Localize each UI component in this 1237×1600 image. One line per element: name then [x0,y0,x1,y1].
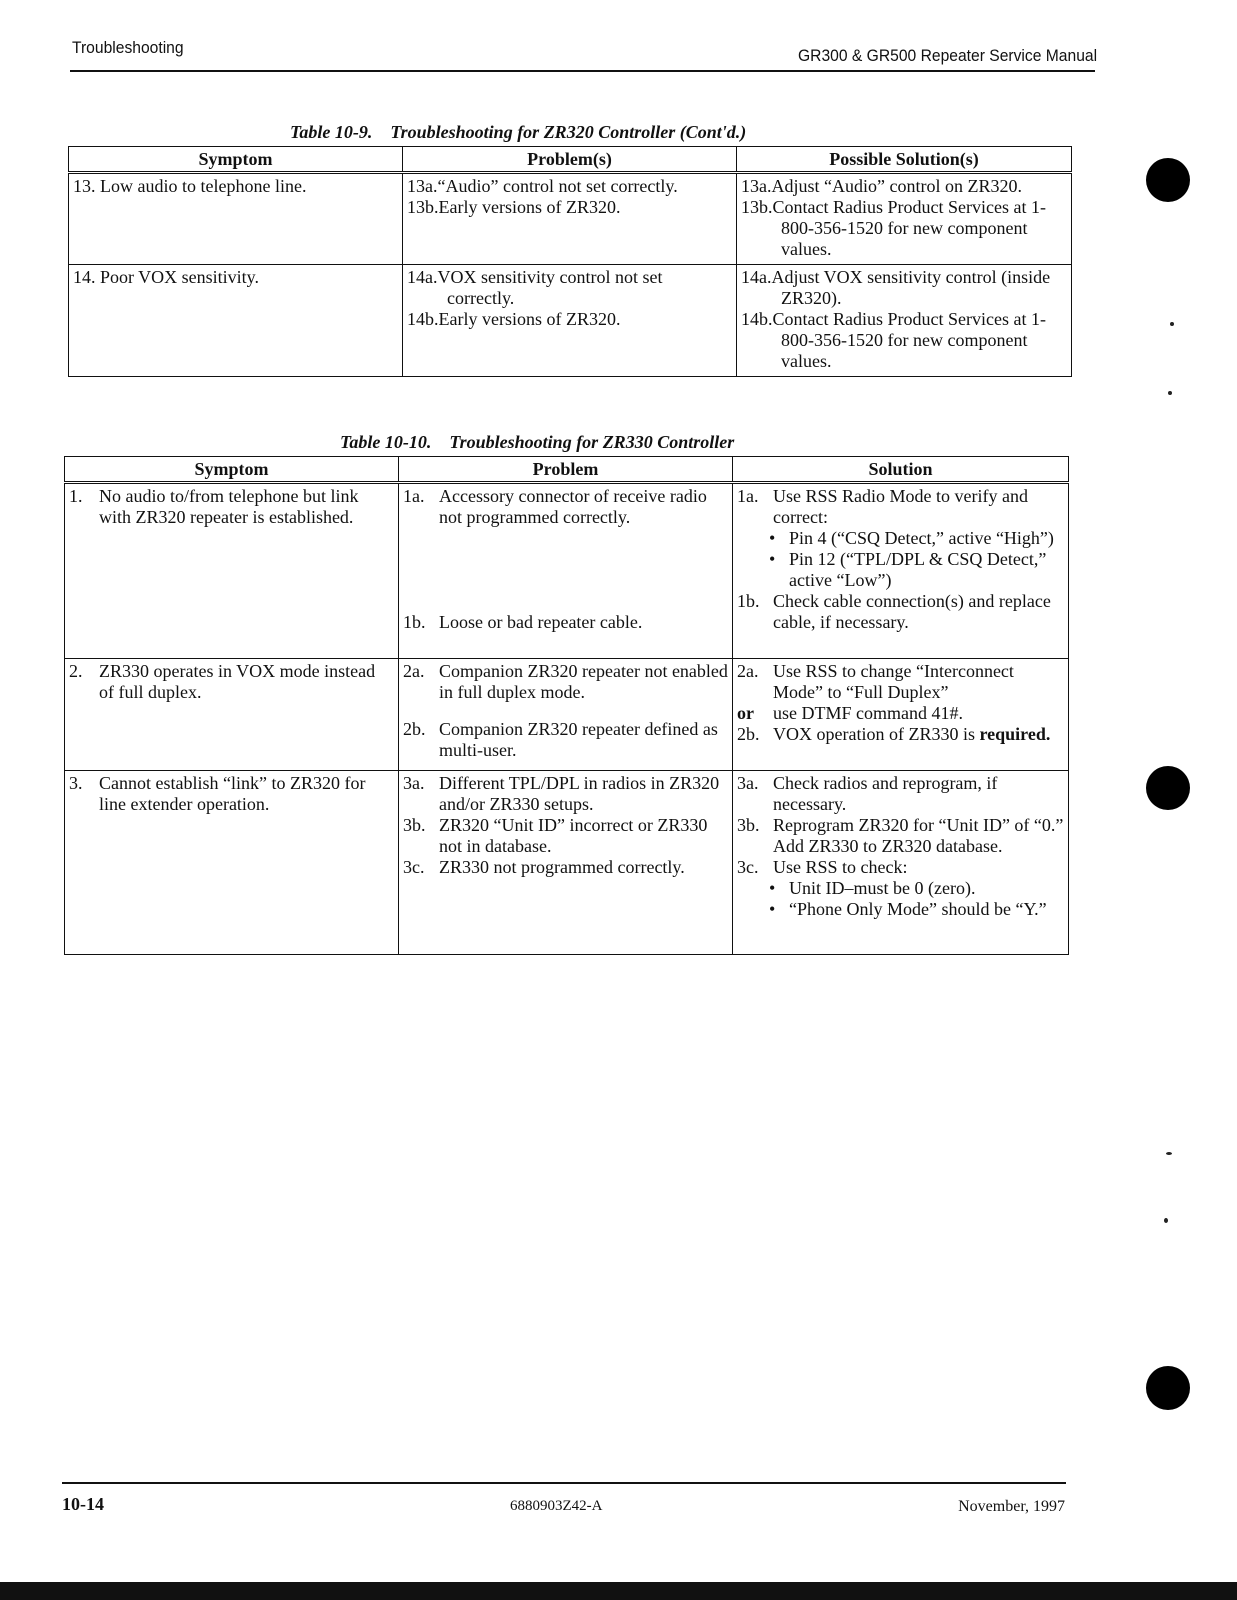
problem-item [403,773,728,815]
page-number: 10-14 [62,1494,104,1514]
solution-item [737,724,1064,745]
solution-item [737,815,1064,857]
table-10-9 [68,146,1072,377]
solution-cell [737,173,1072,265]
table-10-9-number: Table 10-9. [290,122,373,142]
problem-item [403,815,728,857]
problem-cell [403,265,737,377]
solution-label: 3c. [737,857,759,877]
solution-label: 2b. [737,724,760,744]
publication-date: November, 1997 [958,1498,1065,1515]
problem-label: 3b. [403,815,426,835]
problem-text: Loose or bad repeater cable. [439,612,643,632]
column-header-problems: Problem(s) [403,147,737,173]
problem-label: 3a. [403,773,425,793]
problem-cell [399,483,733,659]
symptom-cell [65,483,399,659]
symptom-cell: 13. Low audio to telephone line. [69,173,403,265]
solution-item [737,857,1064,878]
solution-item: 14a.Adjust VOX sensitivity control (inside ZR320). [741,267,1051,308]
scan-edge-band [0,1582,1237,1600]
bullet-icon: • [769,528,776,548]
problem-text: Accessory connector of receive radio not programmed correctly. [439,486,707,527]
scan-speck [1164,1218,1168,1223]
bullet-item [737,528,1064,549]
problem-text: Different TPL/DPL in radios in ZR320 and/or ZR330 setups. [439,773,720,814]
symptom-text: Cannot establish “link” to ZR320 for line extender operation. [99,773,366,814]
row-number: 1. [69,486,83,506]
column-header-symptom: Symptom [65,457,399,483]
bullet-text: Pin 12 (“TPL/DPL & CSQ Detect,” active “Low”) [789,549,1047,590]
running-header-section: Troubleshooting [72,38,184,57]
problem-item: 13b.Early versions of ZR320. [407,197,621,217]
solution-label: 3a. [737,773,759,793]
bullet-icon: • [769,899,776,919]
solution-item [737,773,1064,815]
solution-item [737,591,1064,633]
solution-item: 14b.Contact Radius Product Services at 1-800-356-1520 for new component values. [741,309,1046,371]
table-10-9-caption [290,122,746,143]
solution-label: 3b. [737,815,760,835]
bullet-icon: • [769,878,776,898]
solution-cell [737,265,1072,377]
table-row [65,771,1069,955]
column-header-problem: Problem [399,457,733,483]
solution-item [737,661,1064,703]
or-label: or [737,703,754,723]
bullet-text: “Phone Only Mode” should be “Y.” [789,899,1047,919]
problem-cell [403,173,737,265]
header-rule [70,70,1095,72]
scan-speck [1170,322,1174,326]
symptom-text: No audio to/from telephone but link with ZR320 repeater is established. [99,486,359,527]
solution-text: Use RSS Radio Mode to verify and correct: [773,486,1028,527]
column-header-solution: Solution [733,457,1069,483]
bullet-text: Unit ID–must be 0 (zero). [789,878,976,898]
solution-label: 1b. [737,591,760,611]
table-row [69,173,1072,265]
solution-label: 1a. [737,486,759,506]
bullet-text: Pin 4 (“CSQ Detect,” active “High”) [789,528,1054,548]
bullet-item [737,899,1064,920]
solution-item: 13a.Adjust “Audio” control on ZR320. [741,176,1022,196]
problem-item [403,661,728,703]
row-number: 3. [69,773,83,793]
solution-text: Use RSS to check: [773,857,908,877]
problem-cell [399,659,733,771]
table-row [65,659,1069,771]
problem-text: Companion ZR320 repeater defined as multi-user. [439,719,718,760]
binder-hole-mark [1146,1366,1190,1410]
problem-cell [399,771,733,955]
problem-item [403,719,728,761]
problem-text: ZR320 “Unit ID” incorrect or ZR330 not in database. [439,815,708,856]
table-10-10-caption [340,432,734,453]
scan-speck [1166,1152,1172,1155]
solution-text: Check cable connection(s) and replace cable, if necessary. [773,591,1051,632]
table-row [65,483,1069,659]
table-10-9-header-row [69,147,1072,173]
problem-item: 14a.VOX sensitivity control not set correctly. [407,267,663,308]
bullet-item [737,549,1064,591]
solution-item [737,486,1064,528]
bullet-icon: • [769,549,776,569]
table-row [69,265,1072,377]
symptom-cell [65,771,399,955]
solution-text: Check radios and reprogram, if necessary. [773,773,998,814]
emphasis-text: required. [979,724,1051,744]
solution-text: use DTMF command 41#. [773,703,963,723]
solution-text: VOX operation of ZR330 is required. [773,724,1051,744]
problem-label: 1b. [403,612,426,632]
symptom-text: ZR330 operates in VOX mode instead of full duplex. [99,661,376,702]
problem-label: 2b. [403,719,426,739]
binder-hole-mark [1146,766,1190,810]
symptom-cell [65,659,399,771]
solution-text: Reprogram ZR320 for “Unit ID” of “0.” Add ZR330 to ZR320 database. [773,815,1064,856]
column-header-solutions: Possible Solution(s) [737,147,1072,173]
problem-item: 13a.“Audio” control not set correctly. [407,176,678,196]
solution-cell [733,771,1069,955]
binder-hole-mark [1146,158,1190,202]
document-number: 6880903Z42-A [510,1498,603,1514]
table-10-10 [64,456,1069,955]
scan-speck [1168,391,1172,395]
problem-text: Companion ZR320 repeater not enabled in full duplex mode. [439,661,728,702]
row-number: 2. [69,661,83,681]
column-header-symptom: Symptom [69,147,403,173]
problem-label: 3c. [403,857,425,877]
table-10-10-title: Troubleshooting for ZR330 Controller [449,432,735,452]
problem-label: 2a. [403,661,425,681]
problem-item [403,857,728,878]
table-10-10-number: Table 10-10. [340,432,432,452]
table-10-9-title: Troubleshooting for ZR320 Controller (Cont'd.) [390,122,747,142]
problem-item [403,486,728,528]
solution-cell [733,659,1069,771]
footer-rule [62,1482,1066,1484]
table-10-10-header-row [65,457,1069,483]
solution-cell [733,483,1069,659]
solution-item: 13b.Contact Radius Product Services at 1-800-356-1520 for new component values. [741,197,1046,259]
running-header-manual-title: GR300 & GR500 Repeater Service Manual [797,46,1097,65]
problem-text: ZR330 not programmed correctly. [439,857,685,877]
bullet-item [737,878,1064,899]
symptom-cell: 14. Poor VOX sensitivity. [69,265,403,377]
solution-item [737,703,1064,724]
problem-item [403,612,728,633]
problem-item: 14b.Early versions of ZR320. [407,309,621,329]
solution-label: 2a. [737,661,759,681]
problem-label: 1a. [403,486,425,506]
solution-text: Use RSS to change “Interconnect Mode” to “Full Duplex” [773,661,1014,702]
